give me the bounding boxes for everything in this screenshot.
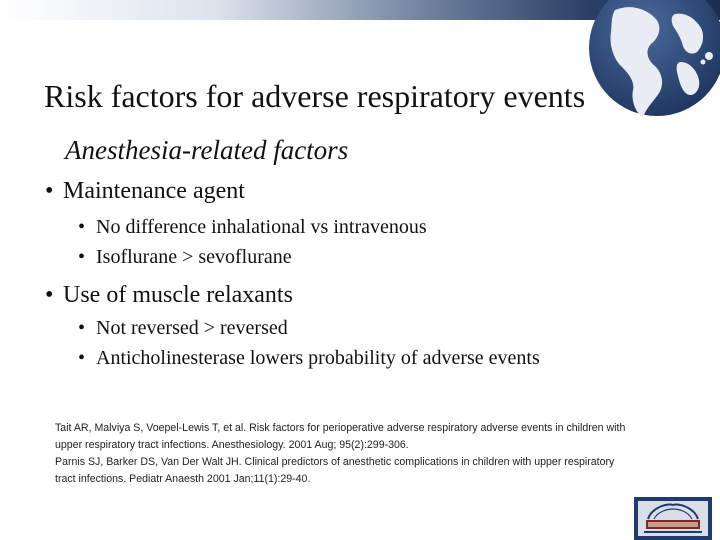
bullet-text: Maintenance agent: [63, 178, 245, 204]
sub-bullet: [78, 216, 427, 239]
bullet-muscle-relaxants: [45, 282, 293, 309]
bullet-marker: •: [78, 317, 86, 339]
bullet-text: Use of muscle relaxants: [63, 282, 293, 308]
reference-item: Parnis SJ, Barker DS, Van Der Walt JH. Clinical predictors of anesthetic complications in children with upper respiratory tract infections. Pediatr Anaesth 2001 Jan;11(1):29-40.: [55, 456, 615, 485]
sub-bullet-text: Anticholinesterase lowers probability of adverse events: [96, 347, 540, 369]
bullet-maintenance-agent: [45, 178, 245, 205]
slide-title: Risk factors for adverse respiratory events: [44, 78, 586, 114]
bullet-marker: •: [78, 347, 86, 369]
sub-bullet-text: No difference inhalational vs intravenous: [96, 216, 427, 238]
sub-bullet: [78, 246, 292, 269]
slide-subtitle: Anesthesia-related factors: [65, 135, 349, 165]
bullet-marker: •: [45, 178, 54, 204]
bullet-marker: •: [78, 246, 86, 268]
sub-bullet-text: Not reversed > reversed: [96, 317, 288, 339]
society-logo: [634, 497, 712, 540]
globe-icon: [585, 0, 720, 125]
references: [55, 420, 635, 488]
bullet-marker: •: [45, 282, 54, 308]
sub-bullet-text: Isoflurane > sevoflurane: [96, 246, 292, 268]
sub-bullet: [78, 347, 540, 370]
reference-item: Tait AR, Malviya S, Voepel-Lewis T, et al. Risk factors for perioperative adverse respiratory adverse events in children with upper respiratory tract infections. Anesthesiology. 2001 Aug; 95(2):299-306.: [55, 422, 626, 451]
sub-bullet: [78, 317, 288, 340]
bullet-marker: •: [78, 216, 86, 238]
